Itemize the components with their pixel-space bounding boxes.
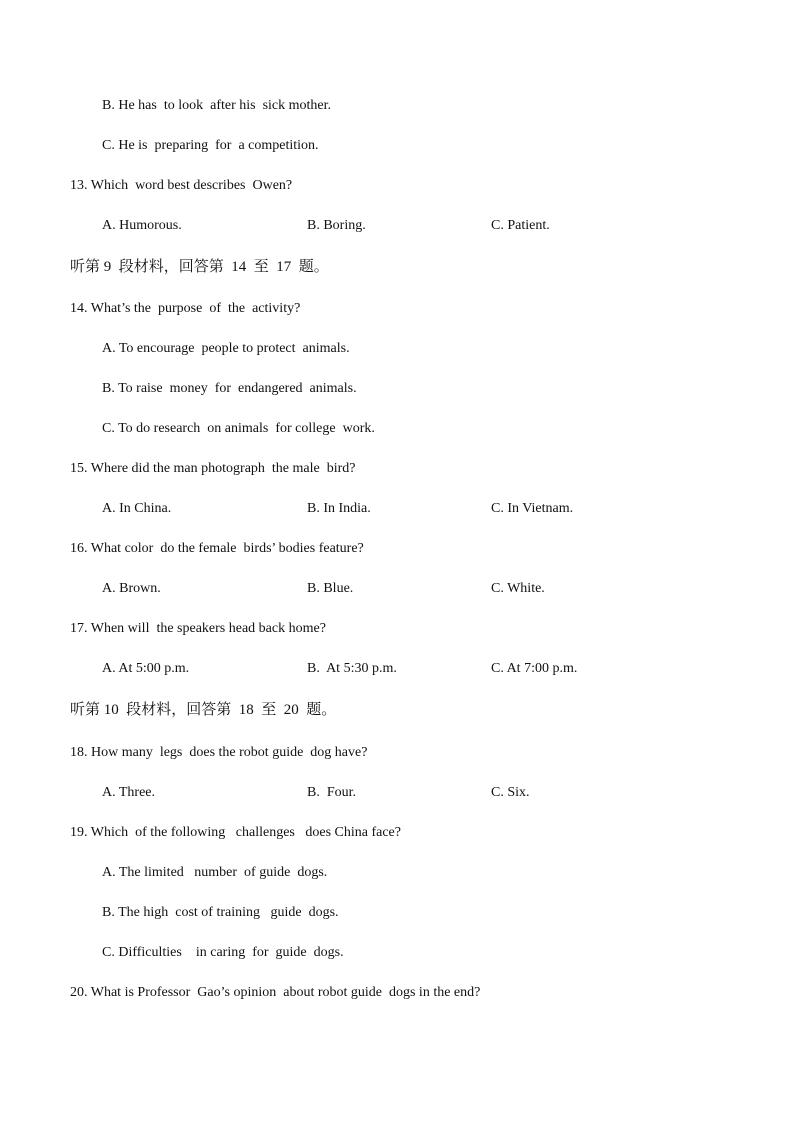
q12-option-c: C. He is preparing for a competition. (102, 138, 319, 153)
q19-option-a: A. The limited number of guide dogs. (102, 865, 328, 880)
q17-option-a: A. At 5:00 p.m. (102, 661, 190, 676)
q18-option-c: C. Six. (491, 785, 530, 800)
q16-question: 16. What color do the female birds’ bodies feature? (70, 541, 364, 556)
q14-option-a: A. To encourage people to protect animals. (102, 341, 350, 356)
q19-question: 19. Which of the following challenges does China face? (70, 825, 401, 840)
q13-option-a: A. Humorous. (102, 218, 182, 233)
q15-question: 15. Where did the man photograph the male bird? (70, 461, 356, 476)
section-9-heading: 听第 9 段材料，回答第 14 至 17 题。 (70, 259, 329, 275)
q18-option-b: B. Four. (307, 785, 357, 800)
q14-option-b: B. To raise money for endangered animals. (102, 381, 357, 396)
section-10-heading: 听第 10 段材料，回答第 18 至 20 题。 (70, 702, 337, 718)
q17-option-b: B. At 5:30 p.m. (307, 661, 397, 676)
q17-question: 17. When will the speakers head back home? (70, 621, 326, 636)
q16-option-a: A. Brown. (102, 581, 161, 596)
q15-option-b: B. In India. (307, 501, 371, 516)
q17-option-c: C. At 7:00 p.m. (491, 661, 578, 676)
q16-option-b: B. Blue. (307, 581, 354, 596)
q13-option-c: C. Patient. (491, 218, 550, 233)
q18-option-a: A. Three. (102, 785, 155, 800)
q19-option-b: B. The high cost of training guide dogs. (102, 905, 339, 920)
q12-option-b: B. He has to look after his sick mother. (102, 98, 332, 113)
q13-question: 13. Which word best describes Owen? (70, 178, 293, 193)
q14-option-c: C. To do research on animals for college work. (102, 421, 375, 436)
q13-option-b: B. Boring. (307, 218, 366, 233)
q18-question: 18. How many legs does the robot guide dog have? (70, 745, 368, 760)
q20-question: 20. What is Professor Gao’s opinion about robot guide dogs in the end? (70, 985, 481, 1000)
q15-option-a: A. In China. (102, 501, 172, 516)
q16-option-c: C. White. (491, 581, 545, 596)
q14-question: 14. What’s the purpose of the activity? (70, 301, 301, 316)
q19-option-c: C. Difficulties in caring for guide dogs. (102, 945, 344, 960)
q15-option-c: C. In Vietnam. (491, 501, 574, 516)
